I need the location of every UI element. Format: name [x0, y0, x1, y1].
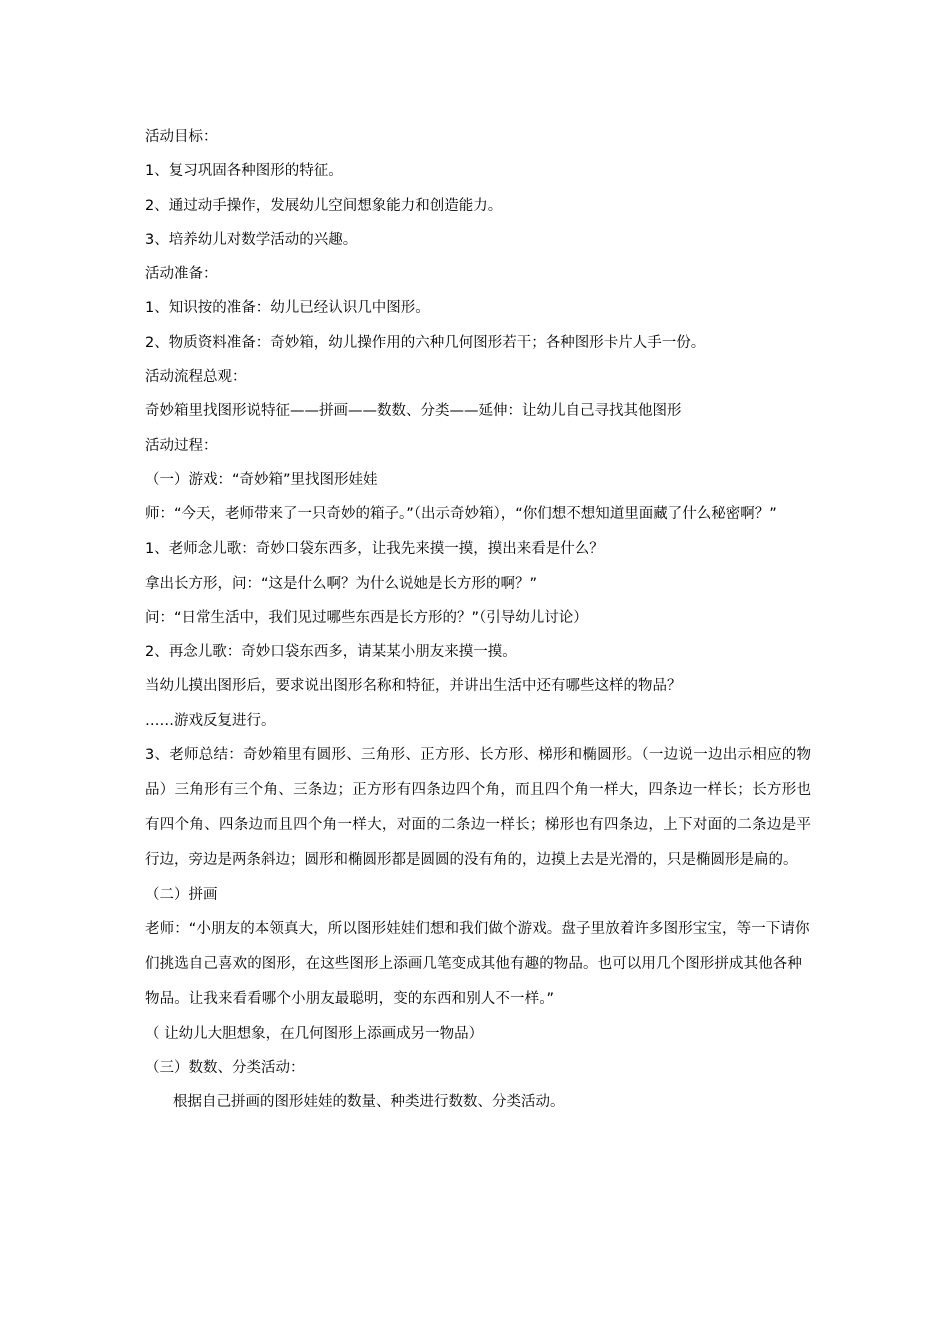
prep-heading: 活动准备：	[145, 266, 218, 283]
goal-item: 2、通过动手操作，发展幼儿空间想象能力和创造能力。	[145, 197, 503, 214]
step2-repeat: ……游戏反复进行。	[145, 712, 276, 729]
teacher-intro: 师：“今天，老师带来了一只奇妙的箱子。”（出示奇妙箱），“你们想不想知道里面藏了什么秘密啊？”	[145, 506, 777, 523]
section1-title: （一）游戏：“奇妙箱”里找图形娃娃	[145, 471, 378, 488]
section3-title: （三）数数、分类活动：	[145, 1060, 305, 1077]
step1: 1、老师念儿歌：奇妙口袋东西多，让我先来摸一摸，摸出来看是什么？	[145, 541, 604, 558]
process-heading: 活动过程：	[145, 437, 218, 454]
step1-question: 拿出长方形，问：“这是什么啊？为什么说她是长方形的啊？”	[145, 575, 538, 592]
prep-item: 2、物质资料准备：奇妙箱，幼儿操作用的六种几何图形若干；各种图形卡片人手一份。	[145, 334, 706, 351]
section2-text: 老师：“小朋友的本领真大，所以图形娃娃们想和我们做个游戏。盘子里放着许多图形宝宝，等一下请你们挑选自己喜欢的图形，在这些图形上添画几笔变成其他有趣的物品。也可以用几个图形拼成其他各种物品。让我来看看哪个小朋友最聪明，变的东西和别人不一样。”	[145, 921, 810, 1007]
step2-instruction: 当幼儿摸出图形后，要求说出图形名称和特征，并讲出生活中还有哪些这样的物品？	[145, 678, 682, 695]
flow-text: 奇妙箱里找图形说特征——拼画——数数、分类——延伸：让幼儿自己寻找其他图形	[145, 403, 682, 420]
flow-heading: 活动流程总观：	[145, 369, 247, 386]
step2: 2、再念儿歌：奇妙口袋东西多，请某某小朋友来摸一摸。	[145, 644, 517, 661]
section2-title: （二）拼画	[145, 887, 218, 904]
section2-note: （ 让幼儿大胆想象，在几何图形上添画成另一物品）	[145, 1025, 484, 1042]
goal-item: 3、培养幼儿对数学活动的兴趣。	[145, 231, 358, 248]
prep-item: 1、知识按的准备：幼儿已经认识几中图形。	[145, 300, 430, 317]
step1-discussion: 问：“日常生活中，我们见过哪些东西是长方形的？”（引导幼儿讨论）	[145, 609, 588, 626]
section3-text: 根据自己拼画的图形娃娃的数量、种类进行数数、分类活动。	[173, 1094, 565, 1111]
document-page	[145, 120, 815, 1120]
goals-heading: 活动目标：	[145, 129, 218, 145]
goal-item: 1、复习巩固各种图形的特征。	[145, 163, 343, 180]
step3-summary: 3、老师总结：奇妙箱里有圆形、三角形、正方形、长方形、梯形和椭圆形。（一边说一边出示相应的物品）三角形有三个角、三条边；正方形有四条边四个角，而且四个角一样大，四条边一样长；长方形也有四个角、四条边而且四个角一样大，对面的二条边一样长；梯形也有四条边，上下对面的二条边是平行边，旁边是两条斜边；圆形和椭圆形都是圆圆的没有角的，边摸上去是光滑的，只是椭圆形是扁的。	[145, 747, 811, 869]
